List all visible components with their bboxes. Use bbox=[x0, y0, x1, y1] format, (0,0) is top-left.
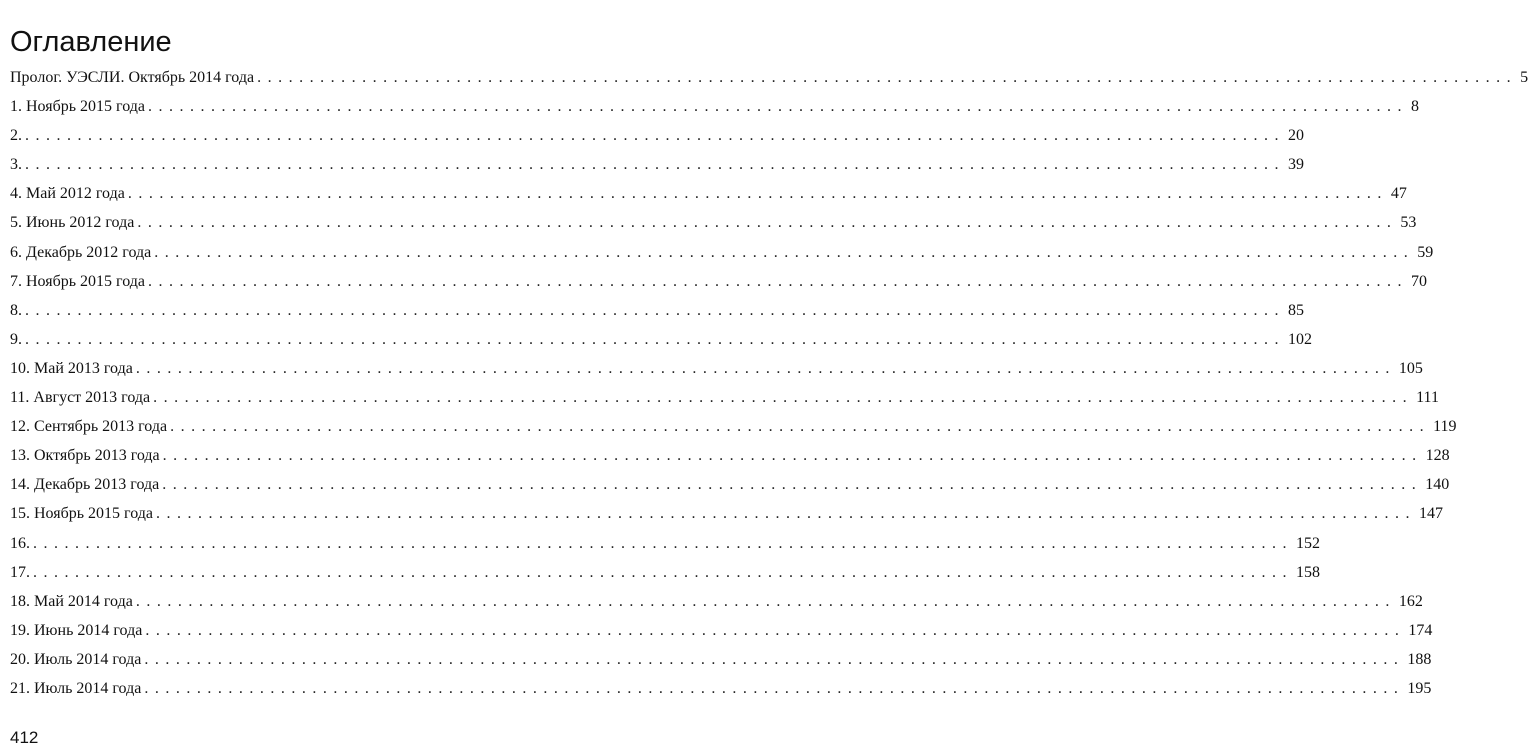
toc-entry[interactable] bbox=[10, 296, 1304, 325]
toc-entry-page-number: 158 bbox=[1296, 563, 1320, 581]
dot-leader: ........................................................................................................................ bbox=[162, 476, 1423, 494]
toc-entry[interactable] bbox=[10, 121, 1304, 150]
toc-entry-page-number: 47 bbox=[1390, 185, 1407, 203]
toc-entry-title: 19. Июнь 2014 года bbox=[10, 621, 143, 639]
dot-leader: ........................................................................................................................ bbox=[33, 534, 1293, 552]
toc-entry[interactable] bbox=[10, 267, 1427, 296]
toc-entry-page-number: 140 bbox=[1425, 476, 1450, 494]
toc-entry[interactable] bbox=[10, 499, 1443, 528]
toc-entry-page-number: 8 bbox=[1411, 98, 1419, 116]
toc-entry-page-number: 128 bbox=[1425, 447, 1450, 465]
toc-entry[interactable] bbox=[10, 412, 1457, 441]
toc-entry[interactable] bbox=[10, 441, 1450, 470]
toc-entry-page-number: 111 bbox=[1416, 389, 1439, 407]
toc-entry[interactable] bbox=[10, 645, 1432, 674]
toc-entry[interactable] bbox=[10, 587, 1423, 616]
toc-entry-title: 15. Ноябрь 2015 года bbox=[10, 505, 153, 523]
dot-leader: ........................................................................................................................ bbox=[148, 98, 1408, 116]
toc-entry-page-number: 5 bbox=[1520, 69, 1528, 86]
page-title: Оглавление bbox=[10, 26, 172, 59]
toc-entry[interactable] bbox=[10, 325, 1312, 354]
toc-entry-title: 6. Декабрь 2012 года bbox=[10, 243, 152, 261]
toc-entry[interactable] bbox=[10, 470, 1450, 499]
toc-entry-title: 16. bbox=[10, 534, 30, 552]
toc-entry[interactable] bbox=[10, 354, 1423, 383]
toc-entry-page-number: 70 bbox=[1411, 272, 1427, 290]
toc-entry-page-number: 147 bbox=[1419, 505, 1443, 523]
toc-entry-title: 20. Июль 2014 года bbox=[10, 650, 142, 668]
toc-entry-page-number: 105 bbox=[1398, 359, 1423, 377]
dot-leader: ........................................................................................................................ bbox=[144, 679, 1405, 697]
toc-entry[interactable] bbox=[10, 63, 1528, 92]
dot-leader: ........................................................................................................................ bbox=[144, 650, 1405, 668]
toc-entry[interactable] bbox=[10, 616, 1433, 645]
toc-entry[interactable] bbox=[10, 150, 1304, 179]
toc-entry-title: 14. Декабрь 2013 года bbox=[10, 476, 160, 494]
toc-entry-page-number: 59 bbox=[1417, 243, 1434, 261]
toc-entry-title: 8. bbox=[10, 301, 22, 319]
dot-leader: ........................................................................................................................ bbox=[25, 127, 1285, 145]
toc-entry[interactable] bbox=[10, 238, 1434, 267]
toc-entry-page-number: 53 bbox=[1400, 214, 1417, 232]
toc-entry[interactable] bbox=[10, 383, 1439, 412]
dot-leader: ........................................................................................................................ bbox=[154, 243, 1415, 261]
toc-entry-page-number: 174 bbox=[1408, 621, 1433, 639]
dot-leader: ........................................................................................................................ bbox=[25, 301, 1285, 319]
toc-entry-title: 13. Октябрь 2013 года bbox=[10, 447, 160, 465]
dot-leader: ........................................................................................................................ bbox=[162, 447, 1423, 465]
toc-entry-page-number: 188 bbox=[1407, 650, 1432, 668]
toc-entry-title: 4. Май 2012 года bbox=[10, 185, 125, 203]
toc-entry-title: Пролог. УЭСЛИ. Октябрь 2014 года bbox=[10, 69, 255, 86]
dot-leader: ........................................................................................................................ bbox=[257, 69, 1518, 86]
toc-entry-page-number: 20 bbox=[1288, 127, 1304, 145]
toc-entry-page-number: 119 bbox=[1433, 418, 1457, 436]
dot-leader: ........................................................................................................................ bbox=[25, 330, 1285, 348]
dot-leader: ........................................................................................................................ bbox=[135, 359, 1396, 377]
toc-entry-title: 7. Ноябрь 2015 года bbox=[10, 272, 145, 290]
toc-entry-title: 18. Май 2014 года bbox=[10, 592, 133, 610]
toc-entry-title: 12. Сентябрь 2013 года bbox=[10, 418, 168, 436]
dot-leader: ........................................................................................................................ bbox=[156, 505, 1416, 523]
dot-leader: ........................................................................................................................ bbox=[148, 272, 1408, 290]
toc-entry-page-number: 162 bbox=[1398, 592, 1423, 610]
table-of-contents bbox=[10, 63, 1528, 703]
toc-entry-page-number: 39 bbox=[1288, 156, 1304, 174]
toc-entry-title: 3. bbox=[10, 156, 22, 174]
toc-entry[interactable] bbox=[10, 179, 1407, 208]
toc-entry-title: 9. bbox=[10, 330, 22, 348]
toc-entry-title: 10. Май 2013 года bbox=[10, 359, 133, 377]
toc-entry-title: 2. bbox=[10, 127, 22, 145]
toc-entry-title: 17. bbox=[10, 563, 30, 581]
dot-leader: ........................................................................................................................ bbox=[33, 563, 1293, 581]
toc-entry[interactable] bbox=[10, 208, 1417, 237]
toc-entry-title: 1. Ноябрь 2015 года bbox=[10, 98, 145, 116]
toc-entry-title: 11. Август 2013 года bbox=[10, 389, 151, 407]
toc-entry[interactable] bbox=[10, 558, 1320, 587]
dot-leader: ........................................................................................................................ bbox=[25, 156, 1285, 174]
dot-leader: ........................................................................................................................ bbox=[145, 621, 1406, 639]
dot-leader: ........................................................................................................................ bbox=[127, 185, 1388, 203]
dot-leader: ........................................................................................................................ bbox=[170, 418, 1431, 436]
toc-entry[interactable] bbox=[10, 674, 1432, 703]
toc-entry[interactable] bbox=[10, 529, 1320, 558]
toc-entry-title: 21. Июль 2014 года bbox=[10, 679, 142, 697]
dot-leader: ........................................................................................................................ bbox=[137, 214, 1398, 232]
toc-entry-page-number: 152 bbox=[1296, 534, 1320, 552]
toc-entry[interactable] bbox=[10, 92, 1419, 121]
toc-entry-page-number: 85 bbox=[1288, 301, 1304, 319]
dot-leader: ........................................................................................................................ bbox=[135, 592, 1396, 610]
toc-entry-title: 5. Июнь 2012 года bbox=[10, 214, 135, 232]
dot-leader: ........................................................................................................................ bbox=[153, 389, 1414, 407]
toc-entry-page-number: 195 bbox=[1407, 679, 1432, 697]
toc-entry-page-number: 102 bbox=[1288, 330, 1312, 348]
page-number: 412 bbox=[10, 728, 39, 747]
